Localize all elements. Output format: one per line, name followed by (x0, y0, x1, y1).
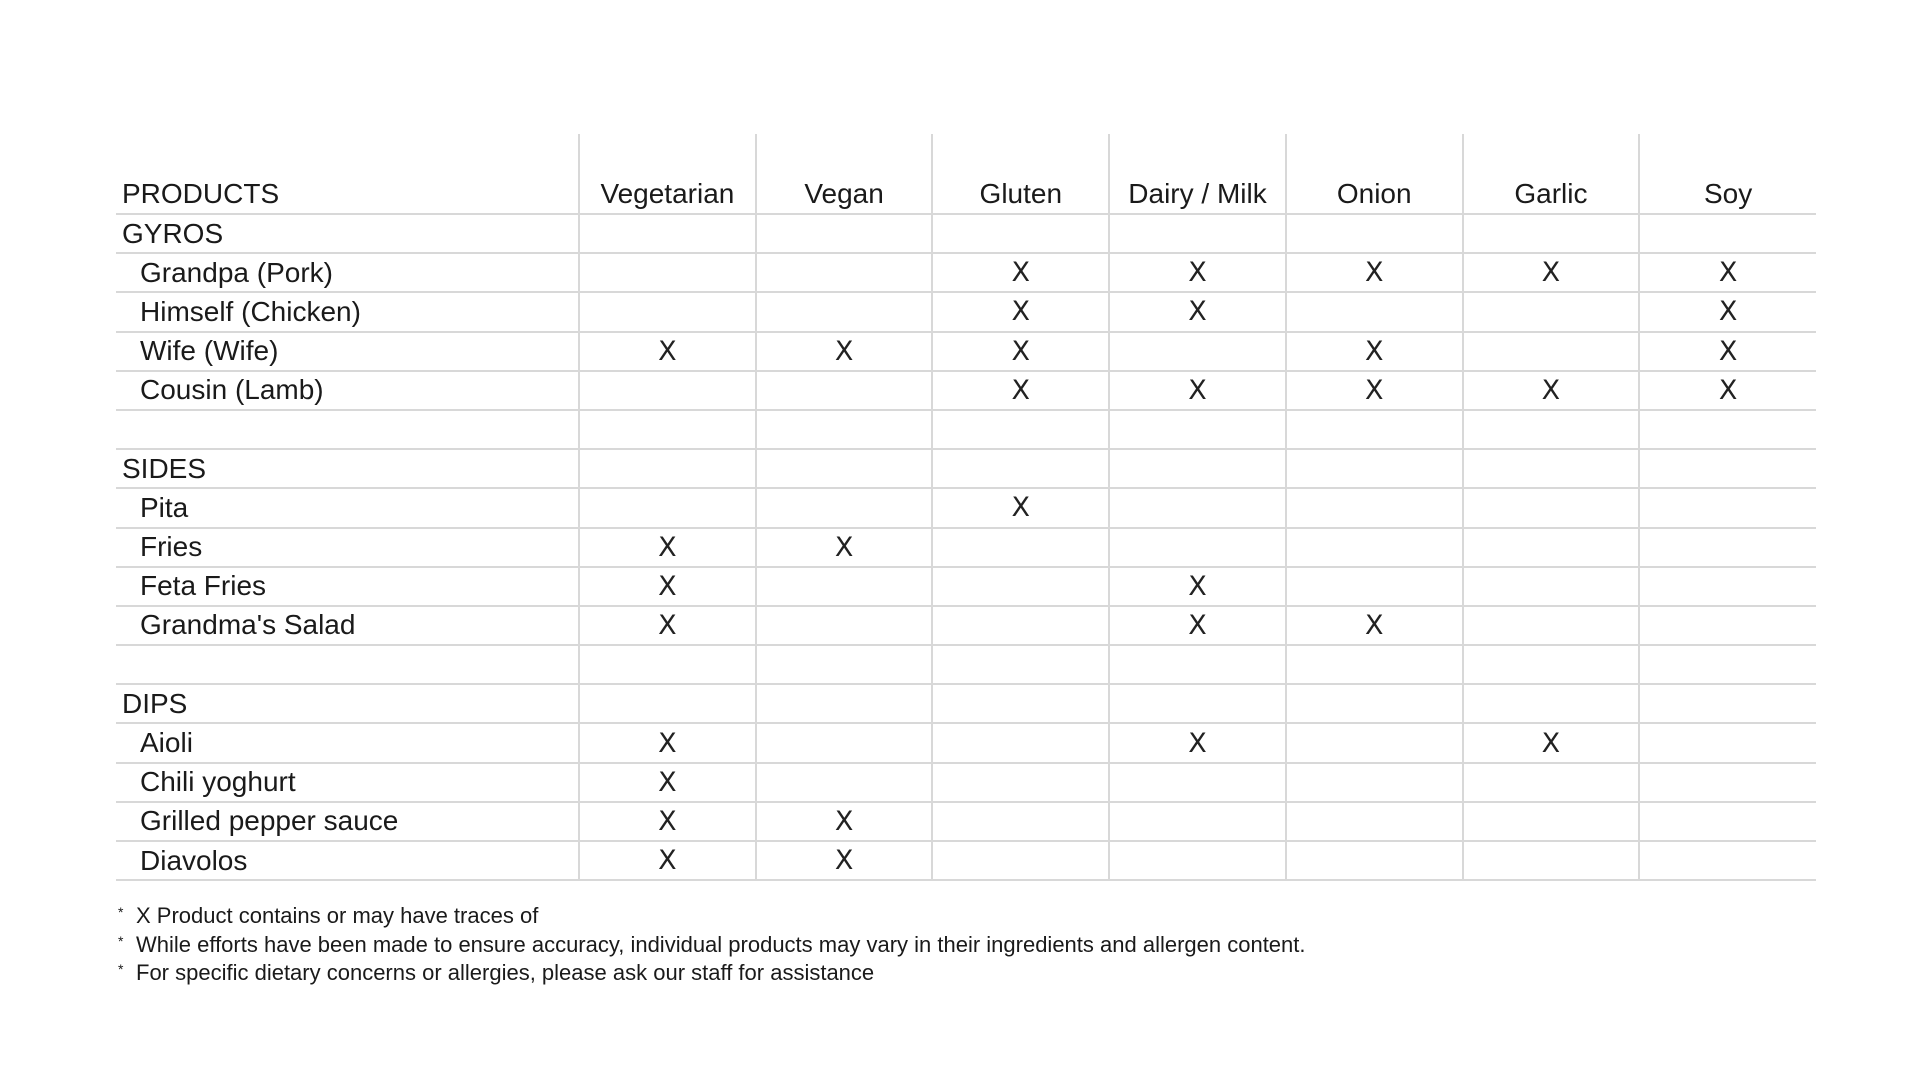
cell-vegetarian (579, 214, 756, 253)
mark-vegan: X (756, 841, 933, 880)
header-gluten: Gluten (932, 134, 1109, 214)
cell-soy (1639, 645, 1816, 684)
mark-vegetarian: X (579, 332, 756, 371)
cell-dairy-milk (1109, 214, 1286, 253)
category-row (116, 684, 1816, 723)
mark-dairy-milk: X (1109, 371, 1286, 410)
product-row (116, 528, 1816, 567)
mark-garlic: X (1463, 723, 1640, 762)
mark-soy: X (1639, 371, 1816, 410)
mark-vegan: X (756, 528, 933, 567)
cell-garlic (1463, 332, 1640, 371)
cell-onion (1286, 841, 1463, 880)
product-name: Aioli (116, 723, 579, 762)
cell-gluten (932, 528, 1109, 567)
cell-soy (1639, 488, 1816, 527)
cell-vegetarian (579, 488, 756, 527)
product-row (116, 371, 1816, 410)
product-row (116, 723, 1816, 762)
mark-onion: X (1286, 371, 1463, 410)
footnote-bullet: * (118, 961, 124, 977)
cell-gluten (932, 841, 1109, 880)
product-row (116, 332, 1816, 371)
cell-soy (1639, 684, 1816, 723)
footnotes (118, 902, 1818, 988)
cell-vegan (756, 214, 933, 253)
mark-gluten: X (932, 253, 1109, 292)
mark-vegetarian: X (579, 606, 756, 645)
cell-soy (1639, 410, 1816, 449)
cell-vegan (756, 371, 933, 410)
category-label: DIPS (116, 684, 579, 723)
cell-soy (1639, 723, 1816, 762)
mark-gluten: X (932, 488, 1109, 527)
header-vegetarian: Vegetarian (579, 134, 756, 214)
product-name: Grandpa (Pork) (116, 253, 579, 292)
cell-onion (1286, 410, 1463, 449)
cell-vegan (756, 684, 933, 723)
cell-garlic (1463, 214, 1640, 253)
cell-dairy-milk (1109, 802, 1286, 841)
cell-gluten (932, 645, 1109, 684)
cell-gluten (932, 606, 1109, 645)
mark-soy: X (1639, 292, 1816, 331)
cell-dairy-milk (1109, 841, 1286, 880)
mark-vegetarian: X (579, 763, 756, 802)
mark-vegetarian: X (579, 528, 756, 567)
product-row (116, 567, 1816, 606)
header-dairy-milk: Dairy / Milk (1109, 134, 1286, 214)
cell-garlic (1463, 684, 1640, 723)
cell-soy (1639, 841, 1816, 880)
cell-gluten (932, 410, 1109, 449)
cell-garlic (1463, 449, 1640, 488)
cell-vegan (756, 292, 933, 331)
mark-garlic: X (1463, 371, 1640, 410)
cell-garlic (1463, 567, 1640, 606)
cell-onion (1286, 488, 1463, 527)
cell-gluten (932, 723, 1109, 762)
cell-garlic (1463, 410, 1640, 449)
mark-vegetarian: X (579, 723, 756, 762)
mark-soy: X (1639, 253, 1816, 292)
cell-onion (1286, 684, 1463, 723)
category-label: SIDES (116, 449, 579, 488)
cell-gluten (932, 567, 1109, 606)
footnote-text: For specific dietary concerns or allergies, please ask our staff for assistance (136, 960, 875, 985)
mark-onion: X (1286, 253, 1463, 292)
cell-soy (1639, 528, 1816, 567)
cell-gluten (932, 214, 1109, 253)
cell-vegan (756, 253, 933, 292)
category-row (116, 449, 1816, 488)
product-row (116, 253, 1816, 292)
cell-soy (1639, 449, 1816, 488)
mark-soy: X (1639, 332, 1816, 371)
empty-cell (116, 645, 579, 684)
cell-dairy-milk (1109, 449, 1286, 488)
mark-dairy-milk: X (1109, 723, 1286, 762)
mark-onion: X (1286, 606, 1463, 645)
product-row (116, 488, 1816, 527)
header-onion: Onion (1286, 134, 1463, 214)
cell-vegan (756, 488, 933, 527)
header-vegan: Vegan (756, 134, 933, 214)
cell-onion (1286, 567, 1463, 606)
product-name: Cousin (Lamb) (116, 371, 579, 410)
product-row (116, 841, 1816, 880)
category-row (116, 214, 1816, 253)
cell-soy (1639, 802, 1816, 841)
cell-garlic (1463, 645, 1640, 684)
cell-gluten (932, 684, 1109, 723)
cell-vegan (756, 606, 933, 645)
cell-garlic (1463, 606, 1640, 645)
cell-onion (1286, 645, 1463, 684)
product-name: Grilled pepper sauce (116, 802, 579, 841)
product-name: Feta Fries (116, 567, 579, 606)
product-name: Diavolos (116, 841, 579, 880)
cell-vegetarian (579, 292, 756, 331)
cell-dairy-milk (1109, 488, 1286, 527)
cell-onion (1286, 449, 1463, 488)
cell-garlic (1463, 841, 1640, 880)
category-label: GYROS (116, 214, 579, 253)
cell-onion (1286, 802, 1463, 841)
product-name: Pita (116, 488, 579, 527)
product-name: Wife (Wife) (116, 332, 579, 371)
cell-vegetarian (579, 253, 756, 292)
header-soy: Soy (1639, 134, 1816, 214)
mark-vegetarian: X (579, 567, 756, 606)
cell-onion (1286, 292, 1463, 331)
mark-gluten: X (932, 332, 1109, 371)
product-name: Grandma's Salad (116, 606, 579, 645)
cell-vegetarian (579, 645, 756, 684)
cell-gluten (932, 763, 1109, 802)
cell-soy (1639, 763, 1816, 802)
cell-onion (1286, 214, 1463, 253)
cell-garlic (1463, 292, 1640, 331)
cell-onion (1286, 723, 1463, 762)
mark-dairy-milk: X (1109, 567, 1286, 606)
mark-gluten: X (932, 371, 1109, 410)
cell-vegan (756, 763, 933, 802)
product-row (116, 606, 1816, 645)
cell-vegetarian (579, 684, 756, 723)
cell-dairy-milk (1109, 763, 1286, 802)
cell-vegan (756, 449, 933, 488)
cell-soy (1639, 567, 1816, 606)
cell-vegan (756, 567, 933, 606)
product-row (116, 292, 1816, 331)
header-garlic: Garlic (1463, 134, 1640, 214)
mark-vegan: X (756, 332, 933, 371)
cell-gluten (932, 449, 1109, 488)
mark-vegetarian: X (579, 841, 756, 880)
spacer-row (116, 410, 1816, 449)
cell-dairy-milk (1109, 645, 1286, 684)
product-name: Fries (116, 528, 579, 567)
cell-onion (1286, 763, 1463, 802)
cell-gluten (932, 802, 1109, 841)
cell-dairy-milk (1109, 528, 1286, 567)
product-name: Chili yoghurt (116, 763, 579, 802)
empty-cell (116, 410, 579, 449)
spacer-row (116, 645, 1816, 684)
header-row (116, 134, 1816, 214)
mark-garlic: X (1463, 253, 1640, 292)
cell-soy (1639, 214, 1816, 253)
header-products: PRODUCTS (116, 134, 579, 214)
product-row (116, 763, 1816, 802)
table-body (116, 214, 1816, 880)
mark-onion: X (1286, 332, 1463, 371)
product-row (116, 802, 1816, 841)
cell-onion (1286, 528, 1463, 567)
cell-vegan (756, 645, 933, 684)
cell-vegetarian (579, 410, 756, 449)
cell-vegan (756, 410, 933, 449)
footnote-text: X Product contains or may have traces of (136, 903, 539, 928)
product-name: Himself (Chicken) (116, 292, 579, 331)
mark-gluten: X (932, 292, 1109, 331)
cell-soy (1639, 606, 1816, 645)
cell-garlic (1463, 488, 1640, 527)
mark-dairy-milk: X (1109, 292, 1286, 331)
cell-dairy-milk (1109, 410, 1286, 449)
footnote-staff (118, 959, 1818, 988)
allergen-table (116, 134, 1816, 881)
footnote-accuracy (118, 931, 1818, 960)
footnote-legend (118, 902, 1818, 931)
cell-vegetarian (579, 371, 756, 410)
mark-vegan: X (756, 802, 933, 841)
cell-garlic (1463, 763, 1640, 802)
mark-dairy-milk: X (1109, 253, 1286, 292)
cell-vegan (756, 723, 933, 762)
mark-vegetarian: X (579, 802, 756, 841)
footnote-bullet: * (118, 932, 124, 949)
footnote-text: While efforts have been made to ensure accuracy, individual products may vary in their ingredients and allergen content. (136, 931, 1306, 957)
cell-garlic (1463, 802, 1640, 841)
footnote-bullet: * (118, 904, 124, 920)
cell-dairy-milk (1109, 332, 1286, 371)
mark-dairy-milk: X (1109, 606, 1286, 645)
cell-dairy-milk (1109, 684, 1286, 723)
cell-garlic (1463, 528, 1640, 567)
cell-vegetarian (579, 449, 756, 488)
